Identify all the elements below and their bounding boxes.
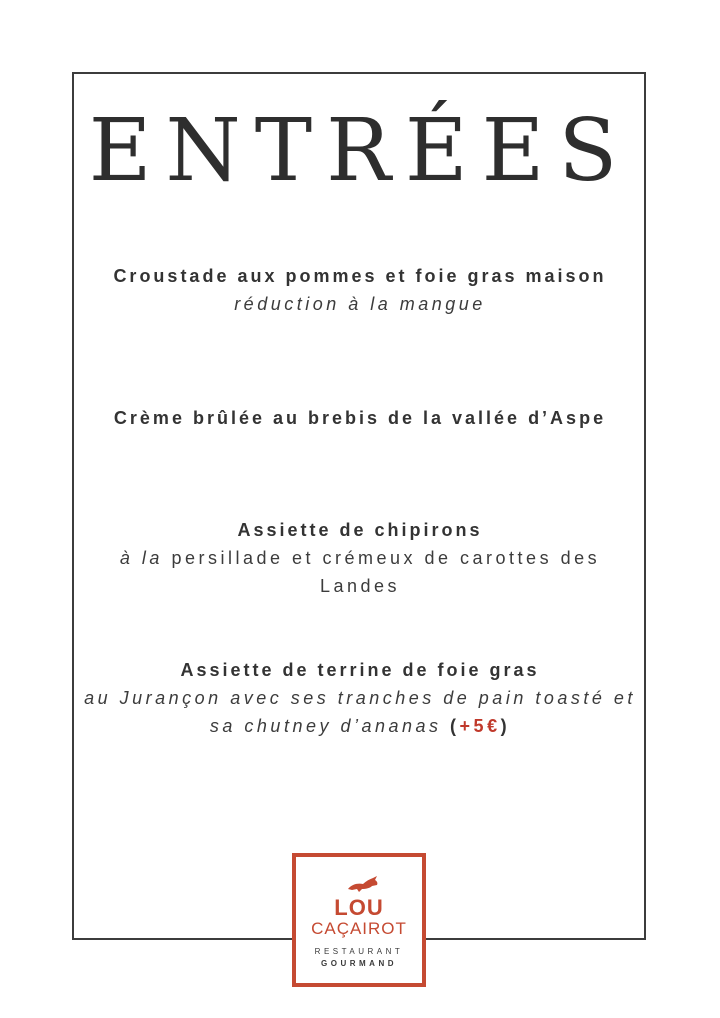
price-amount: +5€	[459, 716, 501, 736]
restaurant-logo	[292, 853, 426, 987]
item-name: Croustade aux pommes et foie gras maison	[113, 266, 607, 286]
item-name: Crème brûlée au brebis de la vallée d’Aspe	[113, 408, 607, 428]
item-name: Assiette de chipirons	[237, 520, 483, 540]
logo-line-gourmand: GOURMAND	[321, 959, 397, 968]
price-close: )	[500, 716, 511, 736]
item-description-text: persillade et crémeux de carottes des Landes	[171, 548, 601, 596]
item-description: réduction à la mangue	[234, 294, 486, 314]
price-open: (	[450, 716, 460, 736]
menu-item-chipirons	[100, 516, 620, 600]
item-description-prefix: à la	[119, 548, 163, 568]
logo-line-restaurant: RESTAURANT	[314, 947, 404, 956]
logo-line-lou: LOU	[334, 895, 384, 920]
hare-icon	[346, 875, 380, 893]
page-title: ENTRÉES	[88, 101, 632, 201]
item-description	[100, 544, 620, 600]
menu-item-croustade	[80, 262, 640, 318]
item-name: Assiette de terrine de foie gras	[180, 660, 540, 680]
item-description	[80, 684, 640, 740]
menu-item-terrine	[80, 656, 640, 740]
item-price	[450, 716, 510, 736]
logo-line-cacairot: CAÇAIROT	[311, 919, 407, 938]
menu-item-creme-brulee	[80, 404, 640, 432]
item-description-text: au Jurançon avec ses tranches de pain toasté et sa chutney d’ananas	[84, 688, 636, 736]
